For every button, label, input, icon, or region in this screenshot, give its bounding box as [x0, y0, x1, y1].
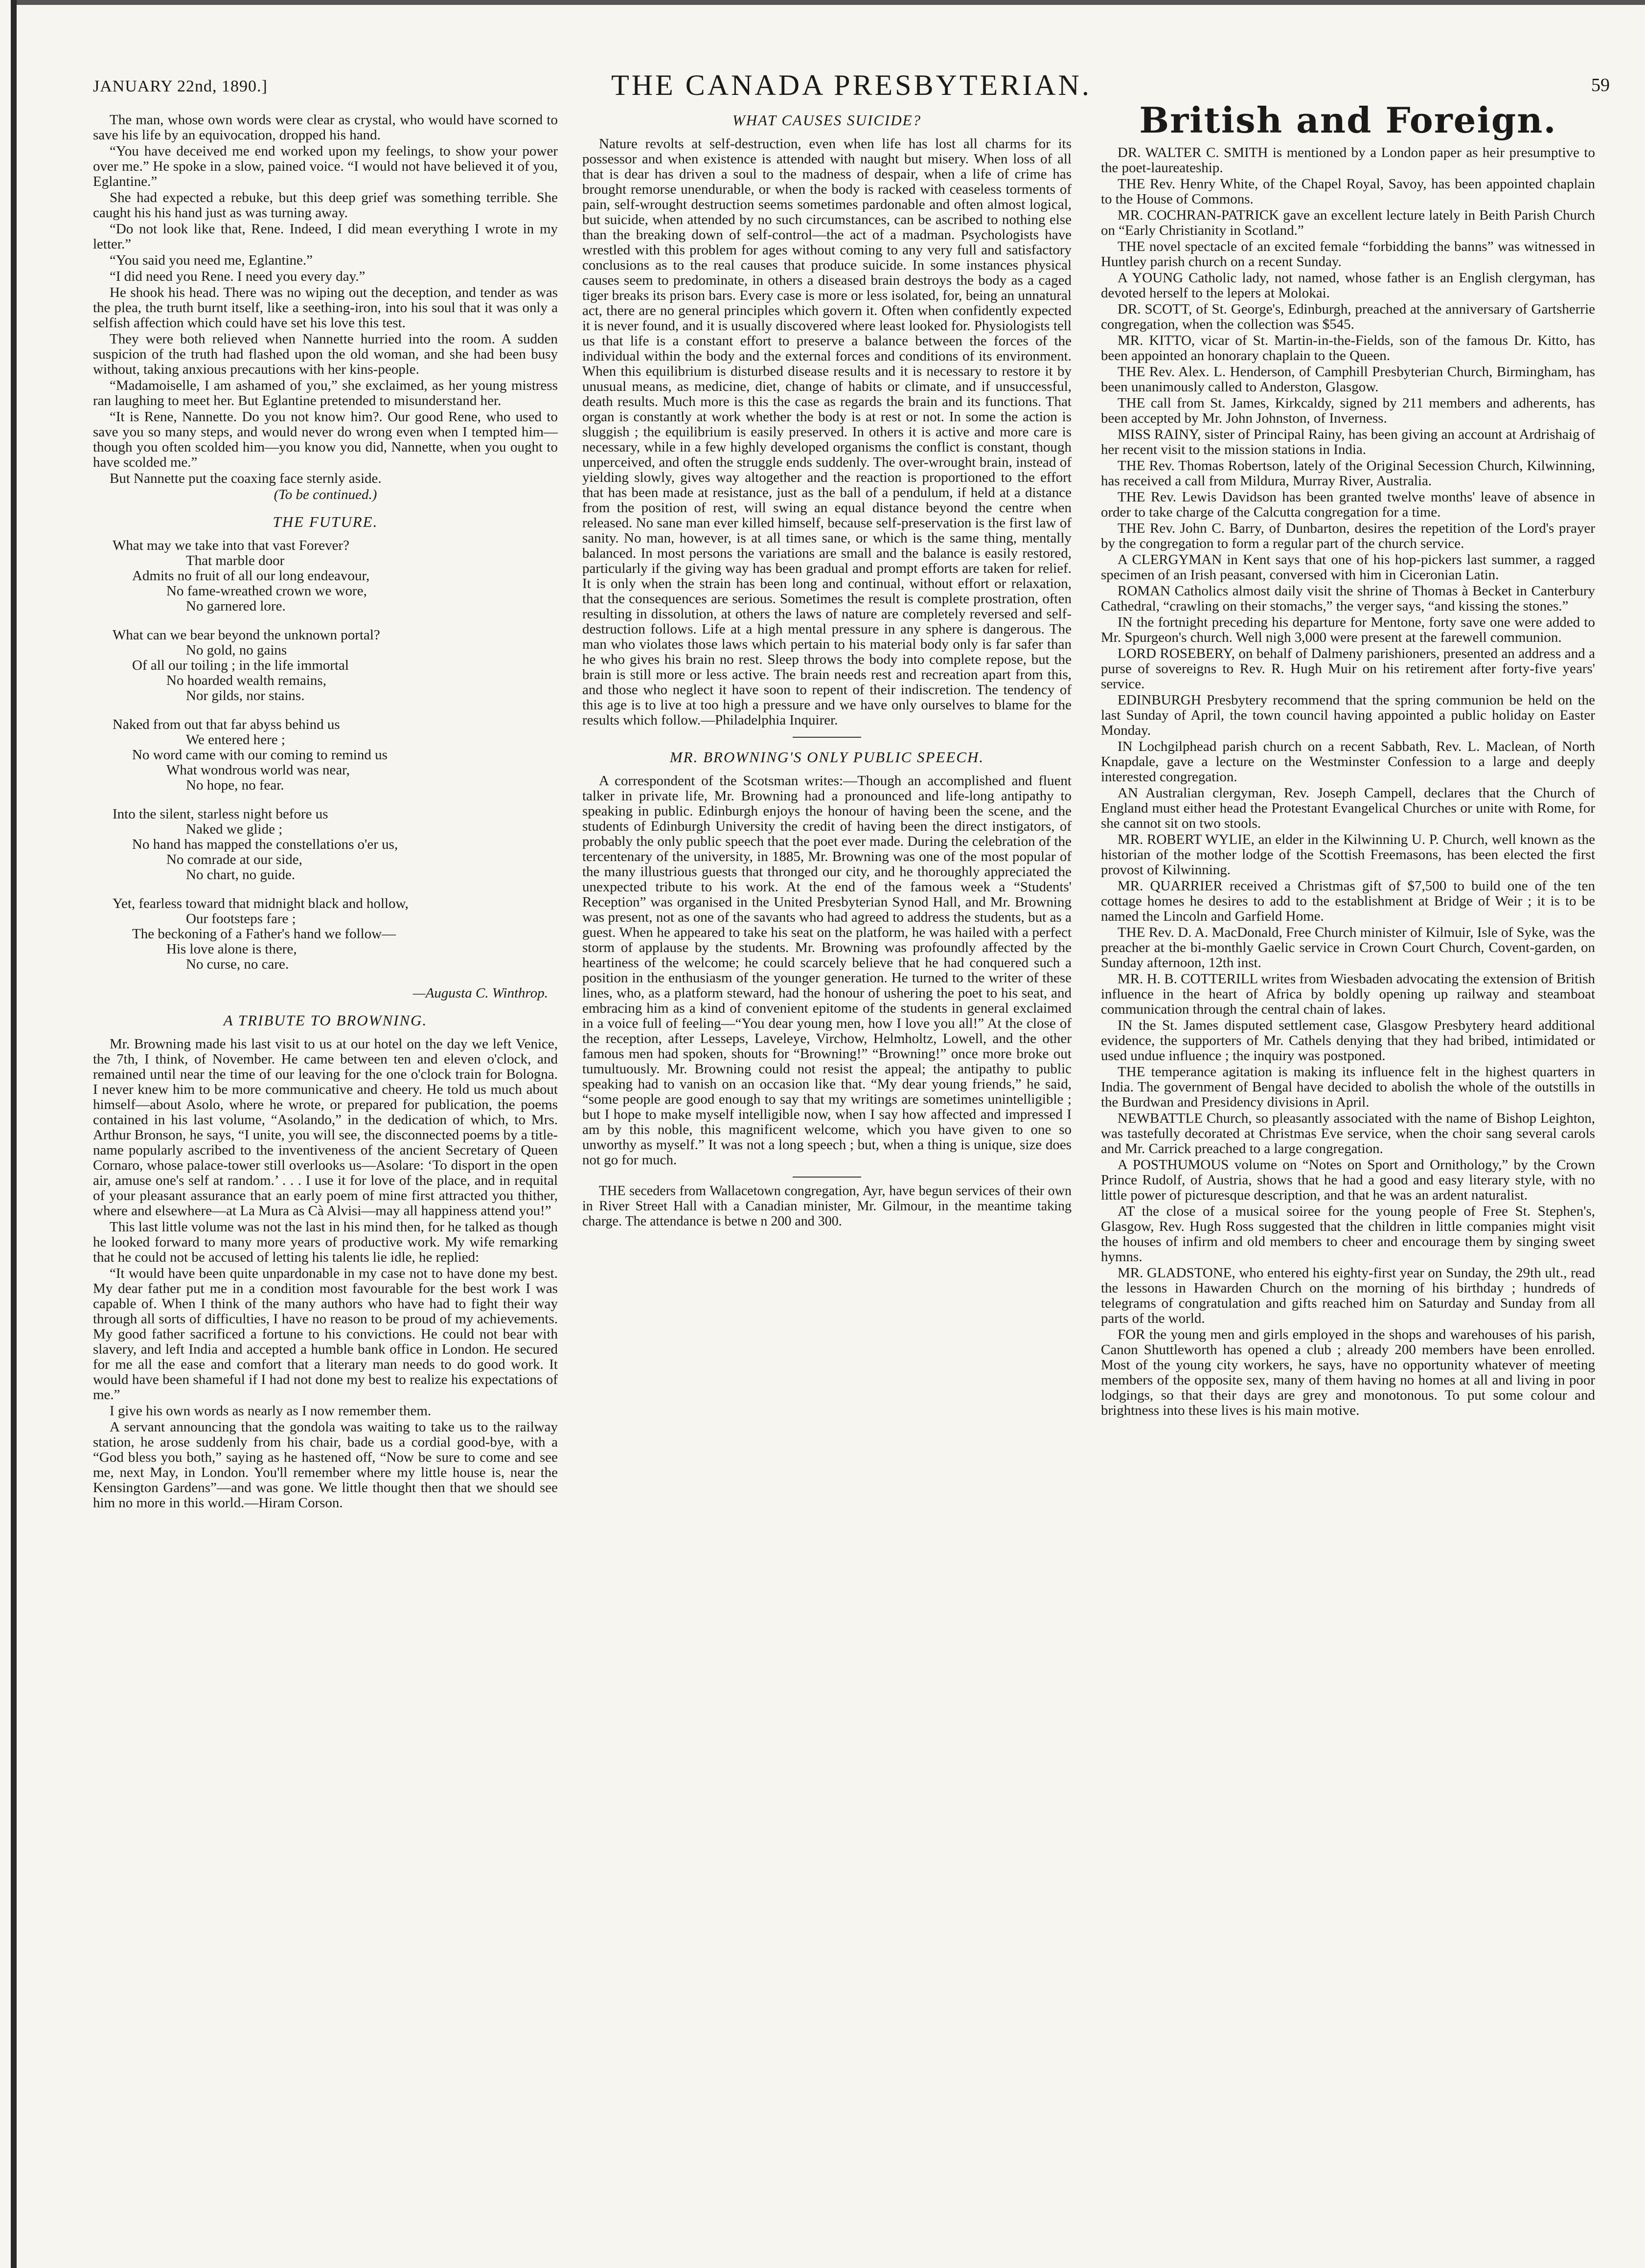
- divider: [793, 1177, 861, 1178]
- poem-body: [113, 538, 558, 972]
- poem-line: No gold, no gains: [186, 642, 287, 658]
- news-item: THE Rev. D. A. MacDonald, Free Church minister of Kilmuir, Isle of Syke, was the preacher at the bi-monthly Gaelic service in Crown Court Church, Covent-garden, on Sunday afternoon, 12th inst.: [1101, 925, 1595, 971]
- suicide-title: WHAT CAUSES SUICIDE?: [732, 112, 922, 129]
- tribute-title: A TRIBUTE TO BROWNING.: [223, 1012, 428, 1029]
- news-item: MR. KITTO, vicar of St. Martin-in-the-Fields, son of the famous Dr. Kitto, has been appointed an honorary chaplain to the Queen.: [1101, 333, 1595, 363]
- continued-note: (To be continued.): [274, 487, 377, 502]
- story-paragraph: But Nannette put the coaxing face sternly aside.: [110, 471, 382, 486]
- masthead: THE CANADA PRESBYTERIAN.: [611, 69, 1092, 101]
- poem-title: THE FUTURE.: [273, 513, 378, 530]
- poem-line: The beckoning of a Father's hand we follow—: [132, 926, 396, 942]
- news-item: MR. GLADSTONE, who entered his eighty-first year on Sunday, the 29th ult., read the lessons in Hawarden Church on the morning of his birthday ; hundreds of telegrams of congratulation and gifts reached him on Saturday and Sunday from all parts of the world.: [1101, 1265, 1595, 1326]
- serial-story: [93, 113, 558, 486]
- news-item: MR. H. B. COTTERILL writes from Wiesbaden advocating the extension of British influence in the heart of Africa by boldly opening up railway and steamboat communication through the central chain of lakes.: [1101, 971, 1595, 1017]
- top-rule: [11, 0, 1645, 5]
- poem-line: No hope, no fear.: [186, 777, 284, 793]
- news-item: ROMAN Catholics almost daily visit the shrine of Thomas à Becket in Canterbury Cathedral, “crawling on their stomachs,” the verger says, “and kissing the stones.”: [1101, 583, 1595, 614]
- news-item: THE temperance agitation is making its influence felt in the highest quarters in India. The government of Bengal have decided to abolish the whole of the outstills in the Burdwan and Presidency divisions in April.: [1101, 1064, 1595, 1110]
- news-item: DR. SCOTT, of St. George's, Edinburgh, preached at the anniversary of Gartsherrie congregation, when the collection was $545.: [1101, 301, 1595, 332]
- poem-line: We entered here ;: [186, 732, 285, 748]
- poem-line: No hand has mapped the constellations o'er us,: [132, 837, 398, 852]
- poem-line: Admits no fruit of all our long endeavour,: [132, 568, 370, 584]
- news-item: A YOUNG Catholic lady, not named, whose father is an English clergyman, has devoted herself to the lepers at Molokai.: [1101, 270, 1595, 301]
- tribute-paragraph: “It would have been quite unpardonable in my case not to have done my best. My dear father put me in a condition most favourable for the best work I was capable of. When I think of the many authors who have had to fight their way through all sorts of difficulties, I have no reason to be proud of my achievements. My good father sacrificed a fortune to his convictions. He could not bear with slavery, and left India and accepted a humble bank office in London. He secured for me all the ease and comfort that a literary man needs to do good work. It would have been shameful if I had not done my best to realize his expectations of me.”: [93, 1266, 558, 1403]
- news-item: A POSTHUMOUS volume on “Notes on Sport and Ornithology,” by the Crown Prince Rudolf, of Austria, shows that he had a good and easy literary style, with no little power of picturesque description, and that he was an ardent naturalist.: [1101, 1157, 1595, 1203]
- poem-line: No curse, no care.: [186, 956, 289, 972]
- column-right: [1101, 99, 1595, 1419]
- suicide-paragraph: Nature revolts at self-destruction, even when life has lost all charms for its possessor and when existence is attended with naught but misery. When loss of all that is dear has driven a soul to the madness of despair, when a life of crime has brought remorse unendurable, or when the body is racked with ceaseless torments of pain, self-wrought destruction seems sometimes pardonable and often almost logical, but suicide, when attended by no such circumstances, can be ascribed to nothing else than the breaking down of self-control—the act of a madman. Psychologists have wrestled with this problem for ages without coming to any very full and satisfactory conclusions as to the real causes that produce suicide. In some instances physical causes seem to predominate, in others a diseased brain destroys the body as a caged tiger breaks its prison bars. Every case is more or less isolated, for, being an unnatural act, there are no general principles which govern it. Often when confidently expected it is never found, and it is usually discovered where least looked for. Physiologists tell us that life is a constant effort to preserve a balance between the forces of the individual within the body and the external forces and conditions of its environment. When this equilibrium is disturbed disease results and it is necessary to restore it by unusual means, as medicine, diet, change of habits or climate, and if unsuccessful, death results. Much more is this the case as regards the brain and its functions. That organ is constantly at work whether the body is at rest or not. In some the action is sluggish ; the equilibrium is easily preserved. In others it is active and more care is necessary, while in a few highly developed organisms the conflict is constant, though unperceived, and often the struggle ends suddenly. The over-wrought brain, instead of yielding slowly, gives way altogether and the reaction is proportioned to the effort that has been made at resistance, just as the ball of a pendulum, if held at a distance from the position of rest, will swing an equal distance beyond the centre when released. No sane man ever killed himself, because self-preservation is the first law of sanity. No man, however, is at all times sane, or which is the same thing, mentally balanced. In most persons the variations are small and the balance is easily restored, particularly if the giving way has been gradual and prompt efforts are taken for relief. It is only when the strain has been long and continual, without effort or relaxation, that the consequences are serious. Sometimes the result is complete prostration, often resulting in dissolution, at others the laws of nature are completely reversed and self-destruction follows. Life at a high mental pressure in any sphere is dangerous. The man who violates those laws which pertain to his material body only is far safer than he who gives his brain no rest. Sleep throws the body into complete repose, but the brain is still more or less active. The brain needs rest and recreation apart from this, and those who neglect it have soon to repent of their indiscretion. The tendency of this age is to live at too high a pressure and we have only ourselves to blame for the results which follow.—Philadelphia Inquirer.: [582, 136, 1072, 728]
- news-item: THE Rev. Lewis Davidson has been granted twelve months' leave of absence in order to take charge of the Calcutta congregation for a time.: [1101, 489, 1595, 520]
- poem-line: What can we bear beyond the unknown portal?: [113, 627, 380, 643]
- news-item: NEWBATTLE Church, so pleasantly associated with the name of Bishop Leighton, was tastefully decorated at Christmas Eve service, when the choir sang several carols and Mr. Carrick preached to a large congregation.: [1101, 1111, 1595, 1157]
- news-item: LORD ROSEBERY, on behalf of Dalmeny parishioners, presented an address and a purse of sovereigns to Rev. R. Hugh Muir on his retirement after forty-five years' service.: [1101, 646, 1595, 692]
- poem-stanza: [113, 538, 558, 614]
- story-paragraph: “It is Rene, Nannette. Do you not know him?. Our good Rene, who used to save you so many steps, and would never do wrong even when I tempted him—though you often scolded him—you know you did, Nannette, when you ought to have scolded me.”: [93, 409, 558, 470]
- poem-line: What wondrous world was near,: [166, 762, 350, 778]
- news-item: A CLERGYMAN in Kent says that one of his hop-pickers last summer, a ragged specimen of an Irish peasant, conversed with him in Ciceronian Latin.: [1101, 552, 1595, 583]
- story-paragraph: He shook his head. There was no wiping out the deception, and tender as was the plea, the truth burnt itself, like a seething-iron, into his soul that it was only a selfish affection which could have set his love this test.: [93, 285, 558, 331]
- poem-line: No chart, no guide.: [186, 867, 296, 883]
- news-item: IN the fortnight preceding his departure for Mentone, forty save one were added to Mr. Spurgeon's church. Well nigh 3,000 were present at the farewell communion.: [1101, 614, 1595, 645]
- story-paragraph: The man, whose own words were clear as crystal, who would have scorned to save his life by an equivocation, dropped his hand.: [93, 112, 558, 143]
- news-item: THE Rev. Alex. L. Henderson, of Camphill Presbyterian Church, Birmingham, has been unanimously called to Anderston, Glasgow.: [1101, 364, 1595, 395]
- page-number: 59: [1591, 75, 1610, 95]
- story-paragraph: “You said you need me, Eglantine.”: [110, 252, 313, 268]
- poem-line: Of all our toiling ; in the life immortal: [132, 658, 349, 673]
- poem-line: Our footsteps fare ;: [186, 911, 296, 927]
- news-item: THE call from St. James, Kirkcaldy, signed by 211 members and adherents, has been accepted by Mr. John Johnston, of Inverness.: [1101, 395, 1595, 426]
- news-item: IN Lochgilphead parish church on a recent Sabbath, Rev. L. Maclean, of North Knapdale, gave a lecture on the Westminster Confession to a large and deeply interested congregation.: [1101, 739, 1595, 785]
- seceders-note: THE seceders from Wallacetown congregation, Ayr, have begun services of their own in River Street Hall with a Canadian minister, Mr. Gilmour, in the meantime taking charge. The attendance is betwe n 200 and 300.: [582, 1183, 1072, 1229]
- story-paragraph: “You have deceived me end worked upon my feelings, to show your power over me.” He spoke in a slow, pained voice. “I would not have believed it of you, Eglantine.”: [93, 143, 558, 189]
- news-item: MISS RAINY, sister of Principal Rainy, has been giving an account at Ardrishaig of her recent visit to the mission stations in India.: [1101, 427, 1595, 457]
- poem-line: No hoarded wealth remains,: [166, 673, 326, 688]
- poem-stanza: [113, 896, 558, 972]
- suicide-article: [582, 136, 1072, 728]
- poem-stanza: [113, 628, 558, 703]
- news-item: THE novel spectacle of an excited female “forbidding the banns” was witnessed in Huntley parish church on a recent Sunday.: [1101, 239, 1595, 270]
- poem-line: No fame-wreathed crown we wore,: [166, 583, 367, 599]
- issue-date: JANUARY 22nd, 1890.]: [93, 77, 268, 95]
- story-paragraph: They were both relieved when Nannette hurried into the room. A sudden suspicion of the truth had flashed upon the old woman, and she had been busy without, taking anxious precautions with her kins-people.: [93, 331, 558, 377]
- news-item: IN the St. James disputed settlement case, Glasgow Presbytery heard additional evidence, the supporters of Mr. Cathels denying that they had bribed, intimidated or used undue influence ; the inquiry was postponed.: [1101, 1018, 1595, 1064]
- poem-line: No comrade at our side,: [166, 852, 302, 867]
- poem-line: Yet, fearless toward that midnight black and hollow,: [113, 896, 409, 911]
- story-paragraph: “Madamoiselle, I am ashamed of you,” she exclaimed, as her young mistress ran laughing to meet her. But Eglantine pretended to misunderstand her.: [93, 378, 558, 408]
- news-item: MR. QUARRIER received a Christmas gift of $7,500 to build one of the ten cottage homes he desires to add to the establishment at Bridge of Weir ; it is to be named the Lincoln and Garfield Home.: [1101, 878, 1595, 924]
- column-middle: [582, 113, 1072, 1230]
- binding-spine: [11, 0, 17, 2268]
- poem-line: No garnered lore.: [186, 598, 286, 614]
- tribute-paragraph: This last little volume was not the last in his mind then, for he talked as though he looked forward to many more years of productive work. My wife remarking that he could not be accused of letting his talents lie idle, he replied:: [93, 1219, 558, 1265]
- news-item: AN Australian clergyman, Rev. Joseph Campell, declares that the Church of England must either head the Protestant Evangelical Churches or unite with Rome, for she cannot sit on two stools.: [1101, 785, 1595, 831]
- poem-stanza: [113, 717, 558, 793]
- news-item: THE Rev. Thomas Robertson, lately of the Original Secession Church, Kilwinning, has received a call from Mildura, Murray River, Australia.: [1101, 458, 1595, 489]
- poem-line: No word came with our coming to remind us: [132, 747, 388, 763]
- poem-line: Into the silent, starless night before us: [113, 806, 328, 822]
- poem-line: His love alone is there,: [166, 941, 297, 957]
- story-paragraph: “Do not look like that, Rene. Indeed, I did mean everything I wrote in my letter.”: [93, 221, 558, 252]
- story-paragraph: “I did need you Rene. I need you every day.”: [110, 269, 366, 284]
- news-item: EDINBURGH Presbytery recommend that the spring communion be held on the last Sunday of April, the town council having appointed a public holiday on Easter Monday.: [1101, 692, 1595, 738]
- section-heading: British and Foreign.: [1139, 99, 1557, 141]
- poem-line: That marble door: [186, 553, 285, 568]
- news-item: MR. COCHRAN-PATRICK gave an excellent lecture lately in Beith Parish Church on “Early Christianity in Scotland.”: [1101, 207, 1595, 238]
- poem-line: Naked from out that far abyss behind us: [113, 717, 340, 732]
- tribute-article: [93, 1037, 558, 1511]
- news-item: FOR the young men and girls employed in the shops and warehouses of his parish, Canon Shuttleworth has opened a club ; already 200 members have been enrolled. Most of the young city workers, he says, have no opportunity whatever of meeting members of the opposite sex, many of them having no homes at all and living in poor lodgings, so that their days are grey and monotonous. To put some colour and brightness into these lives is his main motive.: [1101, 1327, 1595, 1418]
- poem-stanza: [113, 807, 558, 883]
- news-item: MR. ROBERT WYLIE, an elder in the Kilwinning U. P. Church, well known as the historian of the mother lodge of the Scottish Freemasons, has been elected the first provost of Kilwinning.: [1101, 832, 1595, 878]
- news-item: THE Rev. Henry White, of the Chapel Royal, Savoy, has been appointed chaplain to the House of Commons.: [1101, 176, 1595, 207]
- story-paragraph: She had expected a rebuke, but this deep grief was something terrible. She caught his his hand just as was turning away.: [93, 190, 558, 221]
- tribute-paragraph: Mr. Browning made his last visit to us at our hotel on the day we left Venice, the 7th, I think, of November. He came between ten and eleven o'clock, and remained until near the time of our leaving for the one o'clock train for Bologna. I never knew him to be more communicative and cheery. He told us much about himself—about Asolo, where he wrote, or prepared for publication, the poems contained in his last volume, “Asolando,” in the dedication of which, to Mrs. Arthur Bronson, he says, “I unite, you will see, the disconnected poems by a title-name popularly ascribed to the inventiveness of the ancient Secretary of Queen Cornaro, whose palace-tower still overlooks us—Asolare: ‘To disport in the open air, amuse one's self at random.’ . . . I use it for love of the place, and in requital of your pleasant assurance that an early poem of mine first attracted you thither, where and elsewhere—at La Mura as Cà Alvisi—may all happiness attend you!”: [93, 1036, 558, 1219]
- news-item: DR. WALTER C. SMITH is mentioned by a London paper as heir presumptive to the poet-laureateship.: [1101, 145, 1595, 176]
- speech-paragraph: A correspondent of the Scotsman writes:—Though an accomplished and fluent talker in private life, Mr. Browning had a pronounced and life-long antipathy to speaking in public. Edinburgh enjoys the honour of having been the scene, and the students of Edinburgh University the credit of having been the direct instigators, of probably the only public speech that the poet ever made. During the celebration of the tercentenary of the university, in 1885, Mr. Browning was one of the most popular of the many illustrious guests that thronged our city, and he thoroughly appreciated the unexpected tribute to his work. At the end of the famous week a “Students' Reception” was organised in the United Presbyterian Synod Hall, and Mr. Browning was present, not as one of the savants who had agreed to address the students, but as a guest. When he appeared to take his seat on the platform, he was hailed with a perfect storm of applause by the students. Mr. Browning was profoundly affected by the heartiness of the welcome; he could scarcely believe that he had conquered such a position in the enthusiasm of the younger generation. He turned to the writer of these lines, who, as a platform steward, had the honour of ushering the poet to his seat, and embracing him as a kind of convenient epitome of the students in general exclaimed in a voice full of feeling—“You dear young men, how I love you all!” At the close of the reception, after Lesseps, Laveleye, Virchow, Helmholtz, Lowell, and the other famous men had spoken, shouts for “Browning!” “Browning!” once more broke out tumultuously. Mr. Browning could not resist the appeal; the antipathy to public speaking had to vanish on an occasion like that. “My dear young friends,” he said, “some people are good enough to say that my writings are sometimes unintelligible ; but I hope to make myself intelligible now, when I say how affected and impressed I am by this noble, this magnificent welcome, which you have given to one so unworthy as myself.” It was not a long speech ; but, when a thing is unique, size does not go for much.: [582, 773, 1072, 1168]
- divider: [793, 737, 861, 738]
- news-item: THE Rev. John C. Barry, of Dunbarton, desires the repetition of the Lord's prayer by the congregation to form a regular part of the church service.: [1101, 521, 1595, 551]
- speech-title: MR. BROWNING'S ONLY PUBLIC SPEECH.: [669, 748, 984, 766]
- poem-line: What may we take into that vast Forever?: [113, 538, 349, 553]
- poem-author: —Augusta C. Winthrop.: [412, 985, 548, 1001]
- tribute-paragraph: A servant announcing that the gondola was waiting to take us to the railway station, he arose suddenly from his chair, bade us a cordial good-bye, with a “God bless you both,” saying as he hastened off, “Now be sure to come and see me, next May, in London. You'll remember where my little house is, near the Kensington Gardens”—and was gone. We little thought then that we should see him no more in this world.—Hiram Corson.: [93, 1419, 558, 1511]
- speech-article: [582, 773, 1072, 1168]
- poem-line: Naked we glide ;: [186, 821, 283, 837]
- poem-line: Nor gilds, nor stains.: [186, 688, 305, 703]
- tribute-paragraph: I give his own words as nearly as I now remember them.: [110, 1403, 432, 1419]
- column-left: [93, 113, 558, 1512]
- news-items: [1101, 145, 1595, 1418]
- news-item: AT the close of a musical soiree for the young people of Free St. Stephen's, Glasgow, Rev. Hugh Ross suggested that the children in little companies might visit the houses of infirm and old members to cheer and encourage them by singing sweet hymns.: [1101, 1203, 1595, 1265]
